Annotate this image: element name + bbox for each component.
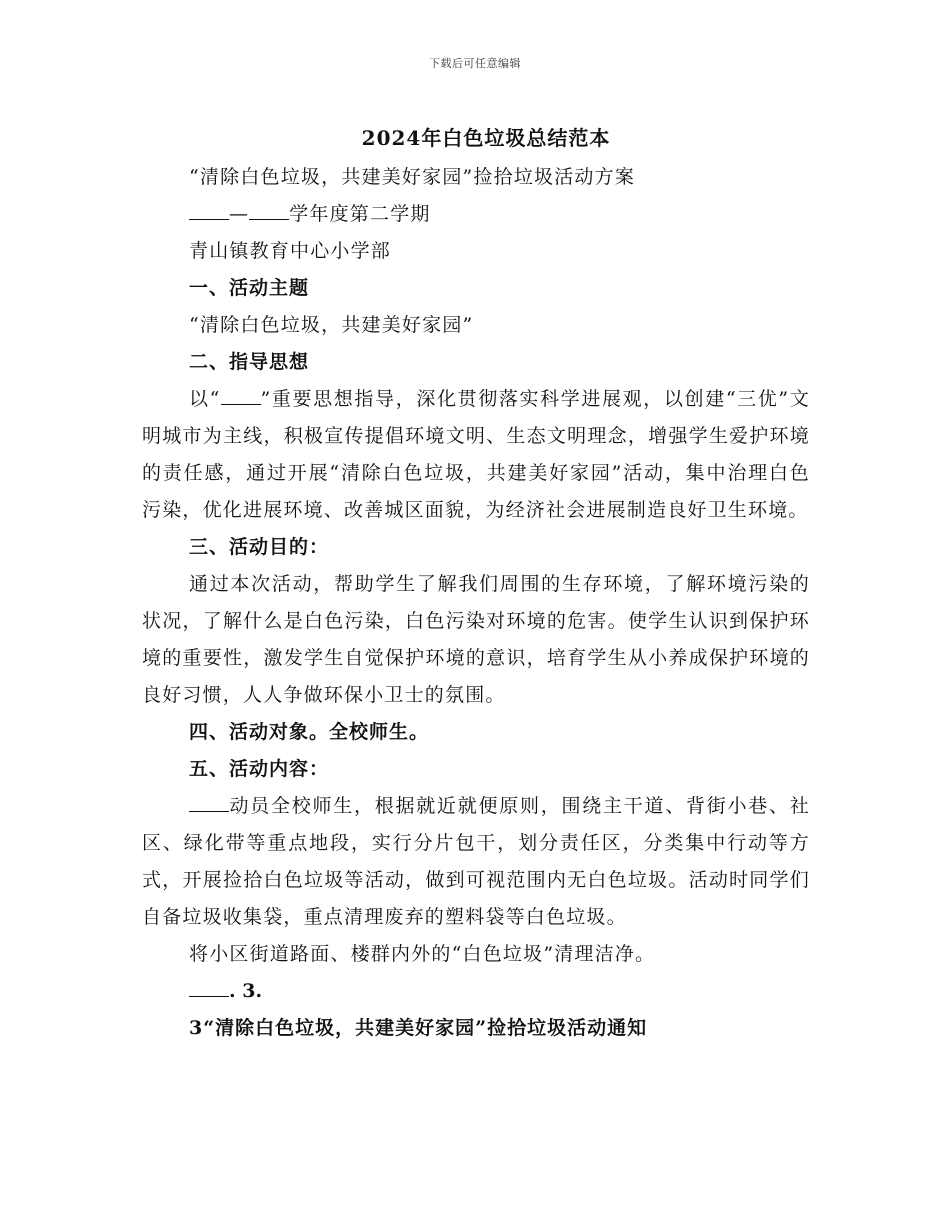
blank-line-suffix: . 3. [229,980,263,1002]
document-title: 2024年白色垃圾总结范本 [361,126,611,150]
blank-field [189,199,229,220]
blank-field [249,199,289,220]
section-4-heading: 四、活动对象。全校师生。 [189,721,430,743]
section-5-text: 动员全校师生，根据就近就便原则，围绕主干道、背街小巷、社区、绿化带等重点地段，实行分片包干，划分责任区，分类集中行动等方式，开展捡拾白色垃圾等活动，做到可视范围内无白色垃圾。活动时同学们自备垃圾收集袋，重点清理废弃的塑料袋等白色垃圾。 [142,795,810,928]
section-3-heading: 三、活动目的： [189,536,330,558]
blank-field [221,384,261,405]
notice-heading: 3“清除白色垃圾，共建美好家园”捡拾垃圾活动通知 [189,1017,648,1039]
section-5-heading: 五、活动内容： [189,758,330,780]
section-2-prefix: 以“ [189,388,221,410]
section-1-heading: 一、活动主题 [189,277,310,299]
term-suffix: 学年度第二学期 [289,203,431,225]
section-2-body [142,381,810,529]
section-5-body [142,788,810,936]
blank-field [189,791,229,812]
blank-line [142,973,810,1010]
section-3-body: 通过本次活动，帮助学生了解我们周围的生存环境，了解环境污染的状况，了解什么是白色污染，白色污染对环境的危害。使学生认识到保护环境的重要性，激发学生自觉保护环境的意识，培育学生从小养成保护环境的良好习惯，人人争做环保小卫士的氛围。 [142,573,810,706]
term-line [142,196,810,233]
term-dash: — [229,203,250,225]
school-name: 青山镇教育中心小学部 [189,240,392,262]
section-2-heading: 二、指导思想 [189,351,310,373]
section-5-body-2: 将小区街道路面、楼群内外的“白色垃圾”清理洁净。 [189,943,656,965]
blank-field [189,976,229,997]
header-note: 下载后可任意编辑 [429,57,521,70]
section-1-body: “清除白色垃圾，共建美好家园” [189,314,474,336]
document-body [142,120,810,1047]
section-2-rest: ”重要思想指导，深化贯彻落实科学进展观，以创建“三优”文明城市为主线，积极宣传提倡环境文明、生态文明理念，增强学生爱护环境的责任感，通过开展“清除白色垃圾，共建美好家园”活动，集中治理白色污染，优化进展环境、改善城区面貌，为经济社会进展制造良好卫生环境。 [142,388,810,521]
subtitle-line: “清除白色垃圾，共建美好家园”捡拾垃圾活动方案 [189,166,636,188]
